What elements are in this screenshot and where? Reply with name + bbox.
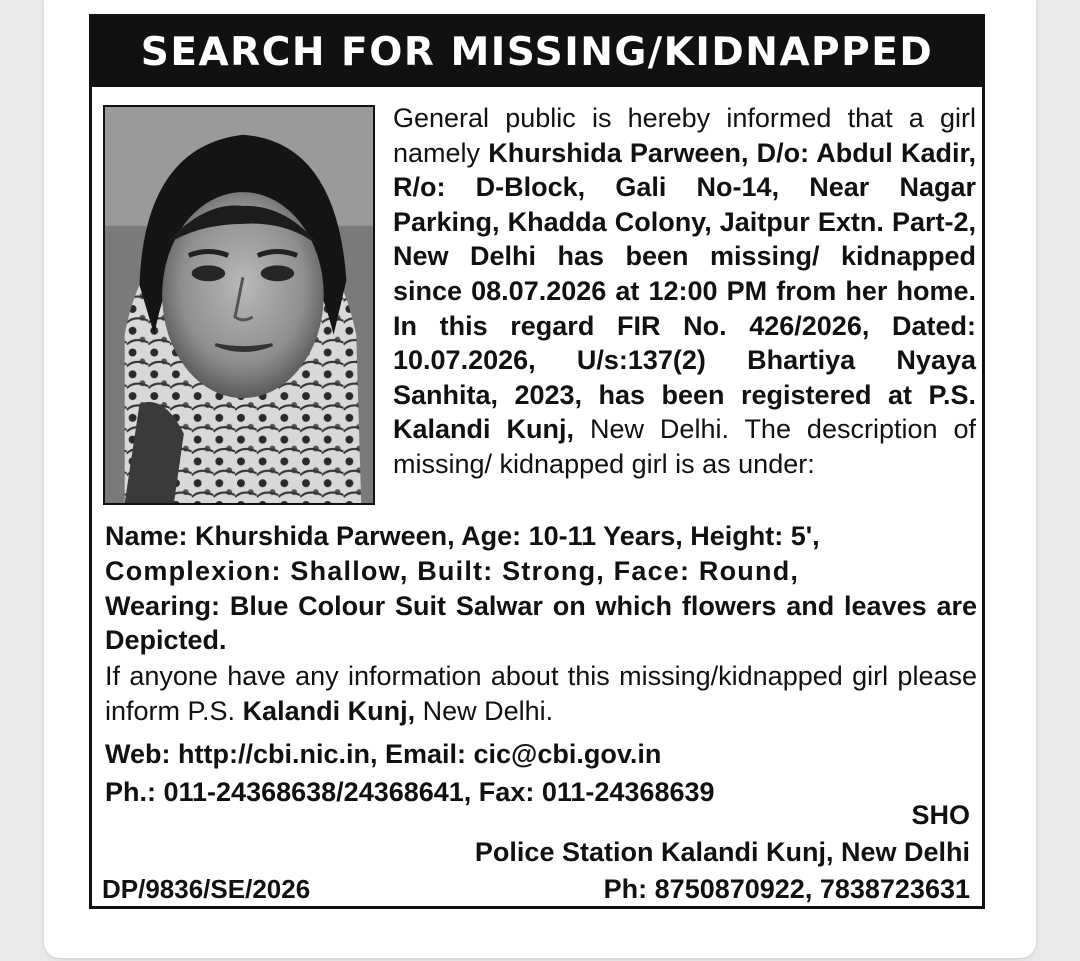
appeal-paragraph — [105, 659, 977, 729]
signature-station: Police Station Kalandi Kunj, New Delhi — [474, 837, 970, 867]
description-complexion: Complexion: Shallow, Built: Strong, Face: Round, — [105, 555, 800, 586]
contact-web-email: Web: http://cbi.nic.in, Email: cic@cbi.gov.in — [105, 739, 662, 769]
reference-number: DP/9836/SE/2026 — [102, 874, 311, 904]
portrait-image — [105, 107, 373, 503]
notice-title: SEARCH FOR MISSING/KIDNAPPED — [140, 29, 934, 75]
appeal-text-end: New Delhi. — [415, 696, 554, 726]
description-name-age: Name: Khurshida Parween, Age: 10-11 Years, Height: 5', — [105, 521, 820, 551]
contact-phone-fax: Ph.: 011-24368638/24368641, Fax: 011-24368639 — [105, 777, 715, 807]
signature-block — [475, 797, 970, 908]
intro-text-end: New Delhi. The description of missing/ kidnapped girl is as under: — [393, 414, 976, 479]
description-wearing: Wearing: Blue Colour Suit Salwar on which flowers and leaves are Depicted. — [105, 590, 977, 656]
missing-person-photo — [103, 105, 375, 505]
intro-paragraph — [393, 101, 976, 482]
signature-designation: SHO — [911, 800, 970, 830]
appeal-text: If anyone have any information about this missing/kidnapped girl please inform P.S. — [105, 661, 977, 726]
intro-bold-text: Khurshida Parween, D/o: Abdul Kadir, R/o: D-Block, Gali No-14, Near Nagar Parking, Khadda Colony, Jaitpur Extn. Part-2, New Delhi has been missing/ kidnapped since 08.07.2026 at 12:00 PM from her home. In this regard FIR No. 426/2026, Dated: 10.07.2026, U/s:137(2) Bhartiya Nyaya Sanhita, 2023, has been registered at P.S. Kalandi Kunj, — [393, 137, 976, 445]
notice-header — [92, 17, 982, 87]
intro-text: General public is hereby informed that a girl namely — [393, 103, 976, 168]
signature-phone: Ph: 8750870922, 7838723631 — [603, 874, 970, 904]
missing-person-notice — [89, 14, 985, 909]
appeal-station: Kalandi Kunj, — [242, 696, 416, 726]
description-paragraph — [105, 519, 977, 658]
